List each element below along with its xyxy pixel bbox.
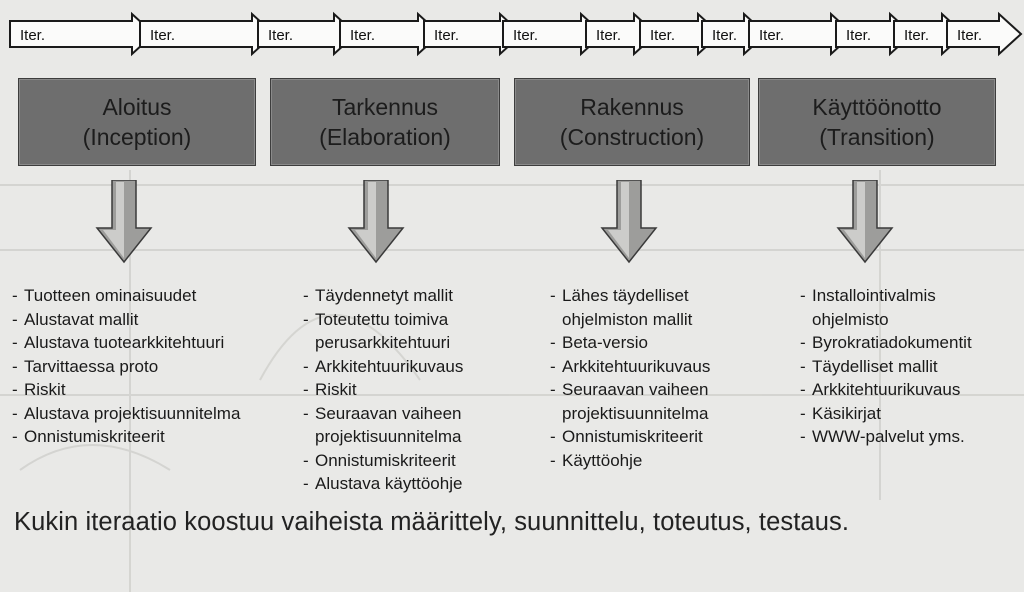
list-item: [12, 331, 240, 355]
list-item: [550, 425, 710, 449]
list-item: [800, 331, 972, 355]
bullet-dash: -: [12, 309, 18, 329]
list-item: [800, 425, 972, 449]
list-item: [12, 308, 240, 332]
list-item-text: Täydelliset mallit: [812, 356, 938, 376]
phase-name: Tarkennus: [331, 94, 439, 120]
list-item-text: Alustava projektisuunnitelma: [24, 403, 241, 423]
list-item-text: Käyttöohje: [562, 450, 643, 470]
bullet-dash: -: [800, 286, 806, 305]
list-item: [550, 355, 710, 379]
list-item-text: ohjelmisto: [812, 309, 889, 329]
list-item-continuation: [550, 402, 710, 426]
iteration-arrow: [947, 14, 1021, 54]
iteration-label: Iter.: [846, 27, 872, 44]
list-item-text: Riskit: [24, 380, 66, 399]
list-item: [12, 284, 240, 308]
phase-box-inception: [18, 78, 256, 166]
bullet-dash: -: [303, 309, 309, 329]
list-item-text: Onnistumiskriteerit: [562, 427, 703, 446]
down-arrow-icon: [600, 180, 658, 264]
list-item: [800, 402, 972, 426]
phase-name: Aloitus: [102, 94, 172, 120]
iteration-arrow: [10, 14, 154, 54]
down-arrow-icon: [95, 180, 153, 264]
phase-box-elaboration: [270, 78, 500, 166]
list-item: [550, 331, 710, 355]
list-item: [800, 355, 972, 379]
list-item: [800, 378, 972, 402]
bullet-dash: -: [12, 286, 18, 305]
list-item-text: Käsikirjat: [812, 403, 881, 423]
phase-box-transition: [758, 78, 996, 166]
list-item-text: Riskit: [315, 380, 357, 399]
list-item-text: Lähes täydelliset: [562, 286, 689, 305]
list-item-text: Arkkitehtuurikuvaus: [315, 356, 464, 376]
bullet-dash: -: [550, 380, 556, 399]
iteration-label: Iter.: [904, 27, 930, 44]
list-item-text: Arkkitehtuurikuvaus: [812, 380, 961, 399]
deliverables-list-elaboration: [303, 284, 463, 496]
bullet-dash: -: [800, 427, 806, 446]
list-item-text: Täydennetyt mallit: [315, 286, 453, 305]
list-item-text: Alustava käyttöohje: [315, 474, 463, 493]
list-item-text: Beta-versio: [562, 333, 648, 352]
list-item: [12, 425, 240, 449]
deliverables-list-transition: [800, 284, 972, 449]
list-item-text: Toteutettu toimiva: [315, 309, 449, 329]
list-item-text: ohjelmiston mallit: [562, 309, 693, 329]
list-item-text: Seuraavan vaiheen: [562, 380, 709, 399]
iteration-arrow: [140, 14, 274, 54]
list-item: [550, 284, 710, 308]
list-item: [12, 402, 240, 426]
list-item-text: Installointivalmis: [812, 286, 936, 305]
list-item-text: Seuraavan vaiheen: [315, 403, 462, 423]
bullet-dash: -: [550, 427, 556, 446]
iteration-label: Iter.: [957, 27, 983, 44]
iteration-label: Iter.: [513, 27, 539, 44]
phase-name: Rakennus: [580, 94, 684, 120]
bullet-dash: -: [800, 333, 806, 352]
phase-english-name: (Transition): [819, 124, 935, 150]
phase-english-name: (Inception): [82, 124, 192, 150]
list-item-text: Arkkitehtuurikuvaus: [562, 356, 711, 376]
bullet-dash: -: [303, 286, 309, 305]
bullet-dash: -: [800, 403, 806, 423]
iteration-label: Iter.: [596, 27, 622, 44]
bullet-dash: -: [12, 427, 18, 446]
list-item: [303, 284, 463, 308]
list-item-text: WWW-palvelut yms.: [812, 427, 965, 446]
phase-english-name: (Elaboration): [319, 124, 451, 150]
bullet-dash: -: [303, 403, 309, 423]
list-item-text: Alustava tuotearkkitehtuuri: [24, 333, 225, 352]
bullet-dash: -: [800, 356, 806, 376]
list-item: [550, 449, 710, 473]
bullet-dash: -: [550, 450, 556, 470]
list-item-continuation: [303, 331, 463, 355]
list-item: [800, 284, 972, 308]
list-item-text: projektisuunnitelma: [315, 427, 462, 446]
list-item-text: Tarvittaessa proto: [24, 356, 159, 376]
down-arrow-icon: [347, 180, 405, 264]
list-item: [303, 402, 463, 426]
list-item-text: Onnistumiskriteerit: [24, 427, 165, 446]
bullet-dash: -: [800, 380, 806, 399]
list-item: [303, 308, 463, 332]
iteration-caption: Kukin iteraatio koostuu vaiheista määrittely, suunnittelu, toteutus, testaus.: [14, 508, 850, 536]
bullet-dash: -: [303, 356, 309, 376]
list-item-text: Onnistumiskriteerit: [315, 450, 456, 470]
list-item: [303, 472, 463, 496]
deliverables-list-construction: [550, 284, 710, 472]
bullet-dash: -: [303, 380, 309, 399]
phase-english-name: (Construction): [559, 124, 705, 150]
list-item-text: perusarkkitehtuuri: [315, 333, 451, 352]
bullet-dash: -: [303, 474, 309, 493]
bullet-dash: -: [550, 333, 556, 352]
bullet-dash: -: [12, 380, 18, 399]
list-item-text: Byrokratiadokumentit: [812, 333, 972, 352]
iteration-label: Iter.: [759, 27, 785, 44]
list-item-continuation: [550, 308, 710, 332]
list-item: [550, 378, 710, 402]
list-item: [303, 355, 463, 379]
down-arrow-icon: [836, 180, 894, 264]
iteration-arrow-row: [0, 0, 1024, 70]
list-item-text: Tuotteen ominaisuudet: [24, 286, 197, 305]
phase-name: Käyttöönotto: [812, 94, 942, 120]
deliverables-list-inception: [12, 284, 240, 449]
bullet-dash: -: [303, 450, 309, 470]
phase-box-construction: [514, 78, 750, 166]
iteration-label: Iter.: [712, 27, 738, 44]
list-item: [303, 449, 463, 473]
list-item: [303, 378, 463, 402]
list-item-text: projektisuunnitelma: [562, 403, 709, 423]
iteration-label: Iter.: [20, 27, 46, 44]
iteration-label: Iter.: [434, 27, 460, 44]
list-item: [12, 378, 240, 402]
iteration-label: Iter.: [150, 27, 176, 44]
bullet-dash: -: [550, 356, 556, 376]
bullet-dash: -: [12, 356, 18, 376]
iteration-label: Iter.: [650, 27, 676, 44]
bullet-dash: -: [550, 286, 556, 305]
bullet-dash: -: [12, 333, 18, 352]
bullet-dash: -: [12, 403, 18, 423]
list-item-text: Alustavat mallit: [24, 309, 139, 329]
list-item-continuation: [303, 425, 463, 449]
iteration-label: Iter.: [350, 27, 376, 44]
list-item: [12, 355, 240, 379]
list-item-continuation: [800, 308, 972, 332]
iteration-label: Iter.: [268, 27, 294, 44]
